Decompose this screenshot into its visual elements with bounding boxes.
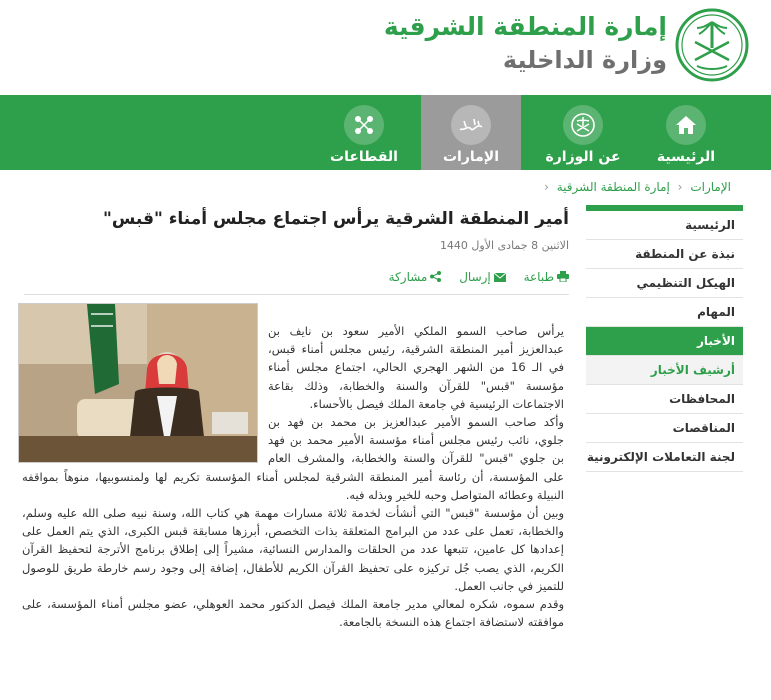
chevron-left-icon: ‹	[544, 180, 549, 194]
palm-swords-emblem-icon[interactable]	[675, 8, 749, 82]
article-paragraph: وقدم سموه، شكره لمعالي مدير جامعة الملك فيصل الدكتور محمد العوهلي، عضو مجلس أمناء المؤسسة، على موافقته لاستضافة اجتماع هذه النسخة بالجامعة.	[22, 597, 564, 630]
sidebar-item-news-archive[interactable]: أرشيف الأخبار	[586, 356, 743, 385]
sidebar-item-home[interactable]: الرئيسية	[586, 211, 743, 240]
share-button[interactable]	[389, 270, 442, 285]
print-button[interactable]	[524, 270, 569, 285]
nav-item-about-ministry[interactable]	[533, 95, 633, 170]
nav-item-label: الإمارات	[442, 149, 500, 165]
nav-item-label: القطاعات	[330, 149, 398, 165]
article-paragraph: يرأس صاحب السمو الملكي الأمير سعود بن نايف بن عبدالعزيز أمير المنطقة الشرقية، رئيس مجلس أمناء قبس، في الـ 16 من الشهر الهجري الحالي، اجتماع مجلس أمناء مؤسسة "قبس" للقرآن والسنة والخطابة، وذلك بقاعة الاجتماعات الرئيسية في جامعة الملك فيصل بالأحساء.	[268, 324, 564, 411]
share-icon	[430, 271, 441, 285]
article-paragraph: وأكد صاحب السمو الأمير عبدالعزيز بن محمد بن فهد بن جلوي، نائب رئيس مجلس أمناء مؤسسة الأمير محمد بن فهد بن جلوي "قبس" للقرآن والسنة والخطابة، والمشرف العام على المؤسسة، أن رئاسة أمير المنطقة الشرقية لمجلس أمناء المؤسسة تكريم لها ولمنسوبيها، منوهاً بمواقفه النبيلة وعطائه المتواصل وحبه للخير وبذله فيه.	[22, 415, 564, 502]
nav-item-sectors[interactable]	[314, 95, 414, 170]
article-title: أمير المنطقة الشرقية يرأس اجتماع مجلس أمناء "قبس"	[103, 209, 569, 229]
article-body	[22, 322, 564, 631]
send-button[interactable]	[459, 270, 506, 285]
nav-item-home[interactable]	[636, 95, 736, 170]
home-icon	[666, 105, 706, 145]
nav-item-label: الرئيسية	[656, 149, 716, 165]
print-label: طباعة	[523, 270, 554, 284]
calligraphy-icon	[451, 105, 491, 145]
site-subtitle: وزارة الداخلية	[502, 46, 667, 74]
sidebar-item-governorates[interactable]: المحافظات	[586, 385, 743, 414]
share-label: مشاركة	[388, 270, 428, 284]
nav-item-label: عن الوزارة	[545, 149, 621, 165]
breadcrumb-item-eastern-region[interactable]: إمارة المنطقة الشرقية	[556, 180, 670, 194]
site-header	[0, 0, 771, 95]
sidebar-item-org-structure[interactable]: الهيكل التنظيمي	[586, 269, 743, 298]
sidebar-item-news[interactable]: الأخبار	[586, 327, 743, 356]
nav-item-emirates[interactable]	[421, 95, 521, 170]
article-date: الاثنين 8 جمادى الأول 1440	[439, 239, 569, 252]
send-label: إرسال	[459, 270, 491, 284]
site-title: إمارة المنطقة الشرقية	[383, 12, 667, 41]
sidebar-menu	[586, 205, 743, 472]
main-nav	[0, 95, 771, 170]
network-icon	[344, 105, 384, 145]
sidebar-item-tenders[interactable]: المناقصات	[586, 414, 743, 443]
breadcrumb	[540, 180, 731, 194]
breadcrumb-item-emirates[interactable]: الإمارات	[690, 180, 731, 194]
article-divider	[24, 294, 569, 295]
sidebar-item-tasks[interactable]: المهام	[586, 298, 743, 327]
sidebar-item-about-region[interactable]: نبذة عن المنطقة	[586, 240, 743, 269]
print-icon	[557, 271, 569, 285]
article-paragraph: وبين أن مؤسسة "قبس" التي أنشأت لخدمة ثلاثة مسارات مهمة هي كتاب الله، وسنة نبيه صلى الله عليه وسلم، والخطابة، تعمل على عدد من البرامج المتعلقة بذات التخصص، أبرزها مسابقة قبس الكبرى، الذي يتم العمل على إعدادها كل عامين، تتبعها عدد من الحلقات والمدارس النسائية، مشيراً إلى إطلاق برنامج الأترجة لتحفيظ القرآن الكريم، الذي يصب جُل تركيزه على تحفيظ القرآن الكريم للأطفال، إضافة إلى وجود رسم خارطة طريق للوصول للتميز في جانب العمل.	[22, 506, 564, 593]
envelope-icon	[494, 271, 506, 285]
article-tools	[24, 270, 569, 292]
ministry-emblem-icon	[563, 105, 603, 145]
chevron-left-icon: ‹	[677, 180, 683, 194]
sidebar-item-e-transactions[interactable]: لجنة التعاملات الإلكترونية	[586, 443, 743, 472]
